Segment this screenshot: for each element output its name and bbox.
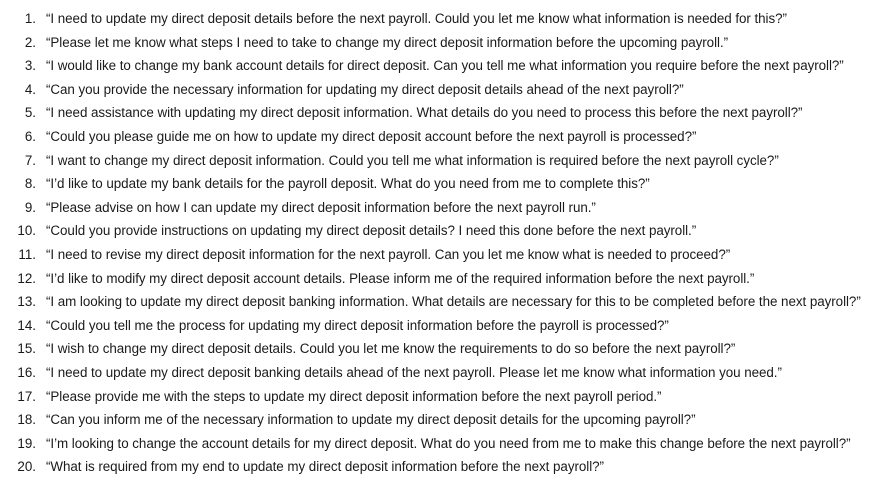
item-number: 16. (17, 364, 36, 380)
list-item (0, 361, 872, 385)
list-item (0, 385, 872, 409)
item-text: “Please let me know what steps I need to take to change my direct deposit information before the upcoming payroll.” (46, 34, 729, 50)
list-item (0, 172, 872, 196)
item-text: “I wish to change my direct deposit details. Could you let me know the requirements to do so before the next payroll?” (46, 341, 736, 357)
item-text: “Could you please guide me on how to update my direct deposit account before the next payroll is processed?” (46, 128, 697, 144)
item-text: “I am looking to update my direct deposit banking information. What details are necessary for this to be completed before the next payroll?” (46, 294, 861, 310)
list-item (0, 290, 872, 314)
item-text: “I want to change my direct deposit information. Could you tell me what information is required before the next payroll cycle?” (46, 152, 779, 168)
item-number: 14. (17, 317, 36, 333)
list-item (0, 149, 872, 173)
item-text: “What is required from my end to update my direct deposit information before the next payroll?” (46, 459, 604, 475)
item-text: “Please provide me with the steps to update my direct deposit information before the next payroll period.” (46, 388, 662, 404)
list-item (0, 314, 872, 338)
item-text: “Can you provide the necessary information for updating my direct deposit details ahead of the next payroll?” (46, 81, 684, 97)
item-number: 4. (24, 81, 36, 97)
item-text: “I’d like to modify my direct deposit account details. Please inform me of the required information before the next payroll.” (46, 270, 755, 286)
item-number: 9. (24, 199, 36, 215)
item-text: “I need to update my direct deposit details before the next payroll. Could you let me know what information is needed for this?” (46, 11, 787, 26)
list-item (0, 219, 872, 243)
item-number: 12. (17, 270, 36, 286)
item-text: “I’d like to update my bank details for the payroll deposit. What do you need from me to complete this?” (46, 176, 650, 192)
item-number: 20. (17, 459, 36, 475)
list-item (0, 125, 872, 149)
item-number: 17. (17, 388, 36, 404)
list-item (0, 432, 872, 456)
item-number: 13. (17, 294, 36, 310)
list-item (0, 196, 872, 220)
list-item (0, 408, 872, 432)
list-item (0, 31, 872, 55)
numbered-list (0, 7, 872, 479)
list-item (0, 267, 872, 291)
item-text: “I need to update my direct deposit banking details ahead of the next payroll. Please let me know what information you need.” (46, 364, 782, 380)
list-item (0, 7, 872, 31)
list-item (0, 78, 872, 102)
item-text: “I would like to change my bank account details for direct deposit. Can you tell me what information you require before the next payroll?” (46, 58, 844, 74)
item-number: 10. (17, 223, 36, 239)
item-number: 15. (17, 341, 36, 357)
item-text: “Please advise on how I can update my direct deposit information before the next payroll run.” (46, 199, 596, 215)
item-text: “Could you tell me the process for updating my direct deposit information before the payroll is processed?” (46, 317, 669, 333)
item-text: “Could you provide instructions on updating my direct deposit details? I need this done before the next payroll.” (46, 223, 697, 239)
item-text: “I’m looking to change the account details for my direct deposit. What do you need from me to make this change before the next payroll?” (46, 435, 851, 451)
item-text: “I need assistance with updating my direct deposit information. What details do you need to process this before the next payroll?” (46, 105, 803, 121)
item-number: 6. (24, 128, 36, 144)
item-number: 19. (17, 435, 36, 451)
item-number: 8. (24, 176, 36, 192)
list-item (0, 337, 872, 361)
item-number: 3. (24, 58, 36, 74)
item-number: 5. (24, 105, 36, 121)
list-item (0, 243, 872, 267)
item-number: 1. (24, 11, 36, 26)
list-item (0, 101, 872, 125)
list-item (0, 455, 872, 479)
item-number: 11. (18, 246, 36, 262)
item-number: 18. (17, 412, 36, 428)
item-text: “I need to revise my direct deposit information for the next payroll. Can you let me know what is needed to proceed?” (46, 246, 731, 262)
list-item (0, 54, 872, 78)
item-number: 7. (24, 152, 36, 168)
item-number: 2. (24, 34, 36, 50)
item-text: “Can you inform me of the necessary information to update my direct deposit details for the upcoming payroll?” (46, 412, 696, 428)
